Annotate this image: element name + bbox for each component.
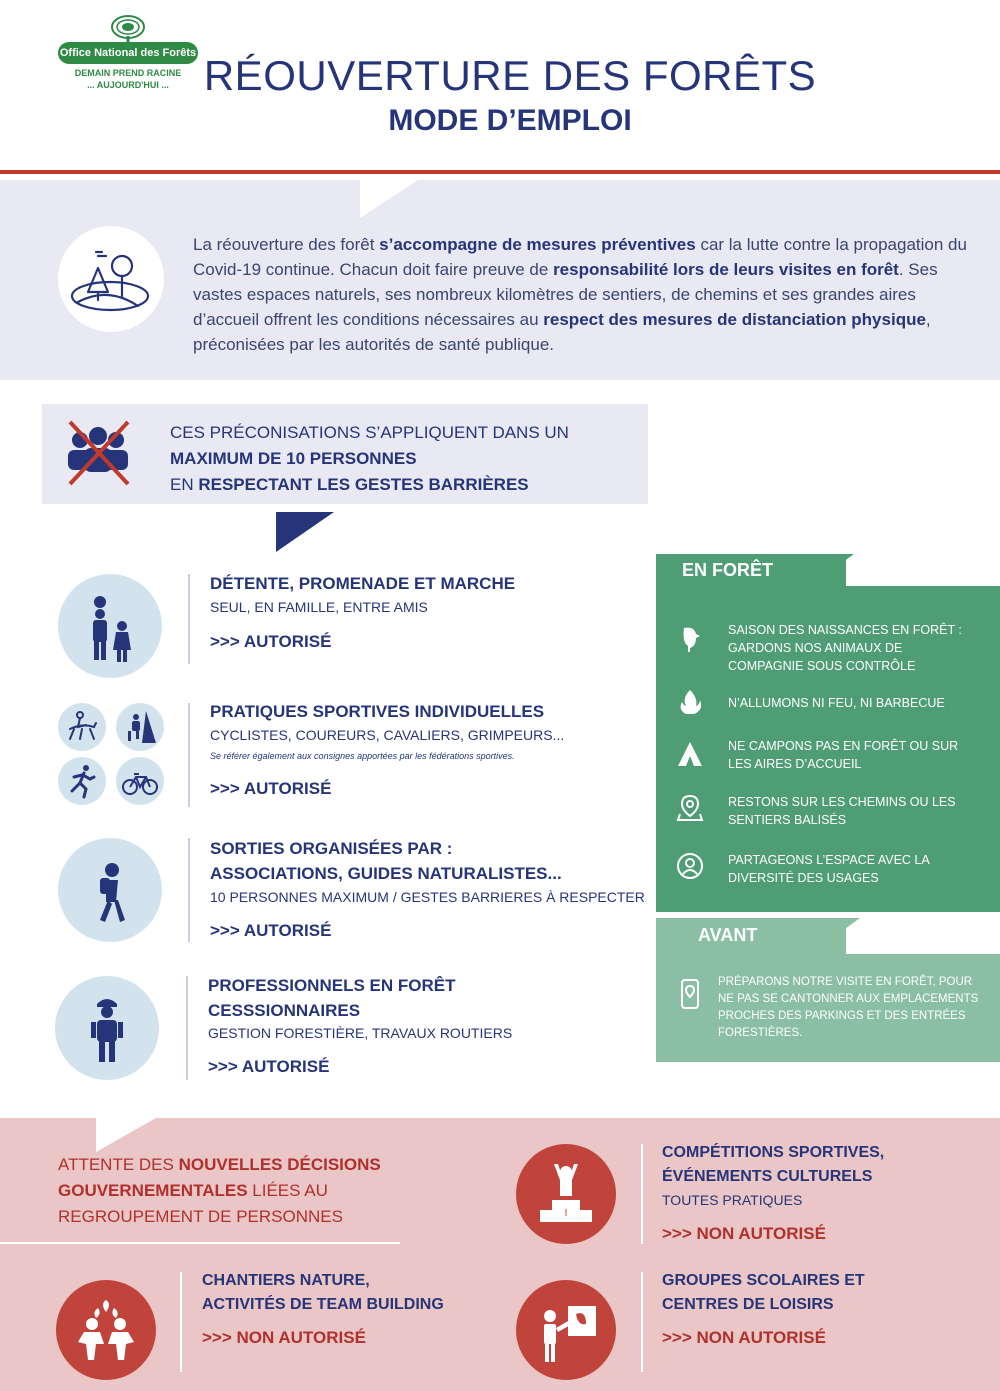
item-divider [641, 1144, 643, 1244]
not-allowed-status: >>> NON AUTORISÉ [662, 1328, 826, 1347]
en-foret-item: SAISON DES NAISSANCES EN FORÊT : GARDONS NOS ANIMAUX DE COMPAGNIE SOUS CONTRÔLE [728, 623, 962, 673]
climber-icon [116, 703, 164, 751]
activity-title-2: ASSOCIATIONS, GUIDES NATURALISTES... [210, 864, 562, 883]
pending-decisions-text: ATTENTE DES NOUVELLES DÉCISIONS GOUVERNEMENTALES LIÉES AU REGROUPEMENT DE PERSONNES [58, 1155, 381, 1226]
header-tab-notch [810, 554, 854, 586]
activity-note: Se référer également aux consignes apportées par les fédérations sportives. [210, 751, 515, 761]
activity-divider [188, 838, 190, 942]
people-circle-icon [676, 852, 704, 880]
podium-icon [516, 1144, 616, 1244]
avant-text: PRÉPARONS NOTRE VISITE EN FORÊT, POUR NE PAS SE CANTONNER AUX EMPLACEMENTS PROCHES DES PARKINGS ET DES ENTRÉES FORESTIÈRES. [718, 976, 979, 1039]
not-allowed-title-2: CENTRES DE LOISIRS [662, 1296, 834, 1313]
tent-icon [676, 740, 704, 768]
team-building-icon [56, 1280, 156, 1380]
page-subtitle: MODE D’EMPLOI [388, 104, 632, 137]
forest-worker-icon [55, 976, 159, 1080]
en-foret-item: PARTAGEONS L’ESPACE AVEC LA DIVERSITÉ DES USAGES [728, 853, 930, 885]
activity-title: PROFESSIONNELS EN FORÊT [208, 976, 456, 995]
runner-icon [58, 757, 106, 805]
logo-name: Office National des Forêts [58, 42, 198, 64]
activity-subtitle: 10 PERSONNES MAXIMUM / GESTES BARRIERES À RESPECTER [210, 889, 645, 905]
activity-status: >>> AUTORISÉ [208, 1057, 330, 1076]
phone-map-icon [676, 978, 704, 1010]
not-allowed-title: CHANTIERS NATURE, [202, 1272, 370, 1289]
limit-line-2: MAXIMUM DE 10 PERSONNES [170, 449, 417, 468]
activity-subtitle: GESTION FORESTIÈRE, TRAVAUX ROUTIERS [208, 1025, 513, 1041]
not-allowed-subtitle: TOUTES PRATIQUES [662, 1192, 803, 1208]
not-allowed-title: GROUPES SCOLAIRES ET [662, 1272, 865, 1289]
not-allowed-title: COMPÉTITIONS SPORTIVES, [662, 1144, 885, 1161]
horse-rider-icon [58, 703, 106, 751]
avant-label: AVANT [698, 925, 758, 945]
no-crowd-icon [62, 418, 134, 490]
en-foret-label: EN FORÊT [682, 560, 774, 580]
speech-notch [360, 180, 420, 220]
hiker-icon [58, 838, 162, 942]
intro-paragraph: La réouverture des forêt s’accompagne de mesures préventives car la lutte contre la propagation du Covid-19 continue. Chacun doit faire preuve de responsabilité lors de leurs visites en forêt. Ses vastes espaces naturels, ses nombreux kilomètres de sentiers, de chemins et ses grandes aires d’accueil offrent les conditions nécessaires au respect des mesures de distanciation physique, préconisées par les autorités de santé publique. [193, 235, 967, 354]
en-foret-item: NE CAMPONS PAS EN FORÊT OU SUR LES AIRES D’ACCUEIL [728, 739, 959, 771]
activity-divider [186, 976, 188, 1080]
page-title: RÉOUVERTURE DES FORÊTS [203, 52, 817, 99]
activity-title-2: CESSSIONNAIRES [208, 1001, 361, 1020]
svg-text:I: I [564, 1208, 568, 1219]
limit-notch [276, 504, 336, 552]
logo-tagline: DEMAIN PREND RACINE [74, 68, 182, 78]
forest-landscape-icon [58, 226, 164, 332]
bird-icon [676, 624, 704, 652]
activity-title: DÉTENTE, PROMENADE ET MARCHE [210, 574, 516, 593]
limit-line-1: CES PRÉCONISATIONS S’APPLIQUENT DANS UN [170, 423, 569, 442]
speech-notch [96, 1118, 156, 1152]
onf-logo [58, 12, 198, 98]
activity-subtitle: SEUL, EN FAMILLE, ENTRE AMIS [210, 599, 428, 615]
not-allowed-title-2: ÉVÉNEMENTS CULTURELS [662, 1168, 873, 1185]
fire-icon [676, 688, 704, 716]
not-allowed-status: >>> NON AUTORISÉ [202, 1328, 366, 1347]
item-divider [641, 1272, 643, 1372]
activity-title: SORTIES ORGANISÉES PAR : [210, 839, 453, 858]
cyclist-icon [116, 757, 164, 805]
activity-status: >>> AUTORISÉ [210, 921, 332, 940]
activity-title: PRATIQUES SPORTIVES INDIVIDUELLES [210, 702, 545, 721]
logo-tagline-2: ... AUJOURD'HUI ... [87, 80, 169, 90]
activity-divider [188, 703, 190, 807]
activity-status: >>> AUTORISÉ [210, 632, 332, 651]
family-walk-icon [58, 574, 162, 678]
not-allowed-status: >>> NON AUTORISÉ [662, 1224, 826, 1243]
en-foret-item: N’ALLUMONS NI FEU, NI BARBECUE [728, 696, 945, 710]
group-limit-text [170, 420, 640, 498]
limit-line-3: EN RESPECTANT LES GESTES BARRIÈRES [170, 475, 529, 494]
pending-divider [0, 1242, 400, 1244]
teacher-board-icon [516, 1280, 616, 1380]
activity-subtitle: CYCLISTES, COUREURS, CAVALIERS, GRIMPEURS... [210, 727, 565, 743]
en-foret-item: RESTONS SUR LES CHEMINS OU LES SENTIERS BALISÉS [728, 795, 956, 827]
header-divider [0, 170, 1000, 174]
tree-logo-icon [110, 14, 146, 44]
activity-status: >>> AUTORISÉ [210, 779, 332, 798]
header-tab-notch [810, 918, 860, 954]
item-divider [180, 1272, 182, 1372]
map-pin-icon [676, 794, 704, 822]
activity-divider [188, 574, 190, 664]
not-allowed-title-2: ACTIVITÉS DE TEAM BUILDING [202, 1296, 444, 1313]
